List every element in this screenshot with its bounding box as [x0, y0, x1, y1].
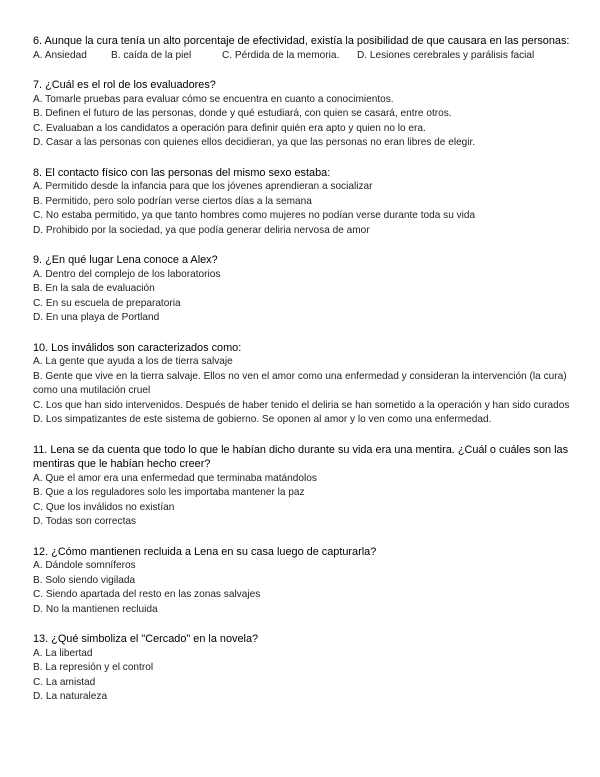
question-6 [33, 34, 578, 63]
option-b: B. Que a los reguladores solo les importaba mantener la paz [33, 487, 305, 498]
option-a: A. Dentro del complejo de los laboratorios [33, 268, 221, 280]
options-row [33, 49, 578, 64]
option-b: B. Gente que vive en la tierra salvaje. Ellos no ven el amor como una enfermedad y consideran la intervención (la cura) como una mutilación cruel [33, 370, 567, 396]
question-title: 9. ¿En qué lugar Lena conoce a Alex? [33, 254, 218, 266]
question-title: 13. ¿Qué simboliza el "Cercado" en la novela? [33, 633, 259, 645]
question-10 [33, 341, 578, 428]
option-c: C. No estaba permitido, ya que tanto hombres como mujeres no podían verse durante toda su vida [33, 210, 476, 221]
option-a: A. La gente que ayuda a los de tierra salvaje [33, 356, 233, 367]
option-d: D. No la mantienen recluida [33, 603, 158, 615]
option-a: A. Permitido desde la infancia para que los jóvenes aprendieran a socializar [33, 181, 373, 192]
option-b: B. En la sala de evaluación [33, 283, 155, 294]
question-9 [33, 253, 578, 326]
option-b: B. Solo siendo vigilada [33, 574, 136, 586]
option-d: D. En una playa de Portland [33, 312, 160, 323]
option-c: C. Evaluaban a los candidatos a operación para definir quién era apto y quien no lo era. [33, 122, 426, 134]
question-title: 6. Aunque la cura tenía un alto porcentaje de efectividad, existía la posibilidad de que causara en las personas: [33, 35, 570, 47]
option-b: B. La represión y el control [33, 662, 154, 673]
option-c: C. En su escuela de preparatoria [33, 297, 181, 309]
option-c: C. La amistad [33, 676, 96, 688]
option-c: C. Los que han sido intervenidos. Después de haber tenido el deliria se han sometido a la operación y han sido curados [33, 399, 570, 411]
question-11 [33, 443, 578, 530]
question-sheet [33, 34, 578, 720]
question-title: 11. Lena se da cuenta que todo lo que le habían dicho durante su vida era una mentira. ¿Cuál o cuáles son las mentiras que le habían hecho creer? [33, 443, 569, 470]
option-b: B. Permitido, pero solo podrían verse ciertos días a la semana [33, 195, 312, 207]
option-d: D. Todas son correctas [33, 516, 137, 527]
question-7 [33, 78, 578, 151]
question-13 [33, 632, 578, 705]
question-title: 7. ¿Cuál es el rol de los evaluadores? [33, 79, 216, 91]
option-a: A. Tomarle pruebas para evaluar cómo se encuentra en cuanto a conocimientos. [33, 93, 394, 105]
option-a: A. Ansiedad [33, 49, 87, 61]
option-a: A. Dándole somníferos [33, 560, 136, 571]
question-8 [33, 166, 578, 239]
option-d: D. Casar a las personas con quienes ellos decidieran, ya que las personas no eran libres de elegir. [33, 137, 476, 148]
option-a: A. Que el amor era una enfermedad que terminaba matándolos [33, 472, 317, 484]
question-12 [33, 545, 578, 618]
option-c: C. Siendo apartada del resto en las zonas salvajes [33, 589, 261, 600]
option-b: B. Definen el futuro de las personas, donde y qué estudiará, con quien se casará, entre otros. [33, 108, 452, 119]
option-d: D. Lesiones cerebrales y parálisis facial [357, 49, 535, 61]
option-b: B. caída de la piel [111, 49, 192, 61]
question-title: 10. Los inválidos son caracterizados como: [33, 341, 242, 354]
option-d: D. Prohibido por la sociedad, ya que podía generar deliria nervosa de amor [33, 224, 370, 236]
option-c: C. Que los inválidos no existían [33, 501, 175, 513]
option-d: D. La naturaleza [33, 691, 108, 702]
question-title: 12. ¿Cómo mantienen recluida a Lena en su casa luego de capturarla? [33, 545, 377, 558]
option-c: C. Pérdida de la memoria. [222, 49, 340, 61]
question-title: 8. El contacto físico con las personas del mismo sexo estaba: [33, 166, 331, 179]
option-d: D. Los simpatizantes de este sistema de gobierno. Se oponen al amor y lo ven como una enfermedad. [33, 414, 492, 425]
option-a: A. La libertad [33, 647, 93, 659]
